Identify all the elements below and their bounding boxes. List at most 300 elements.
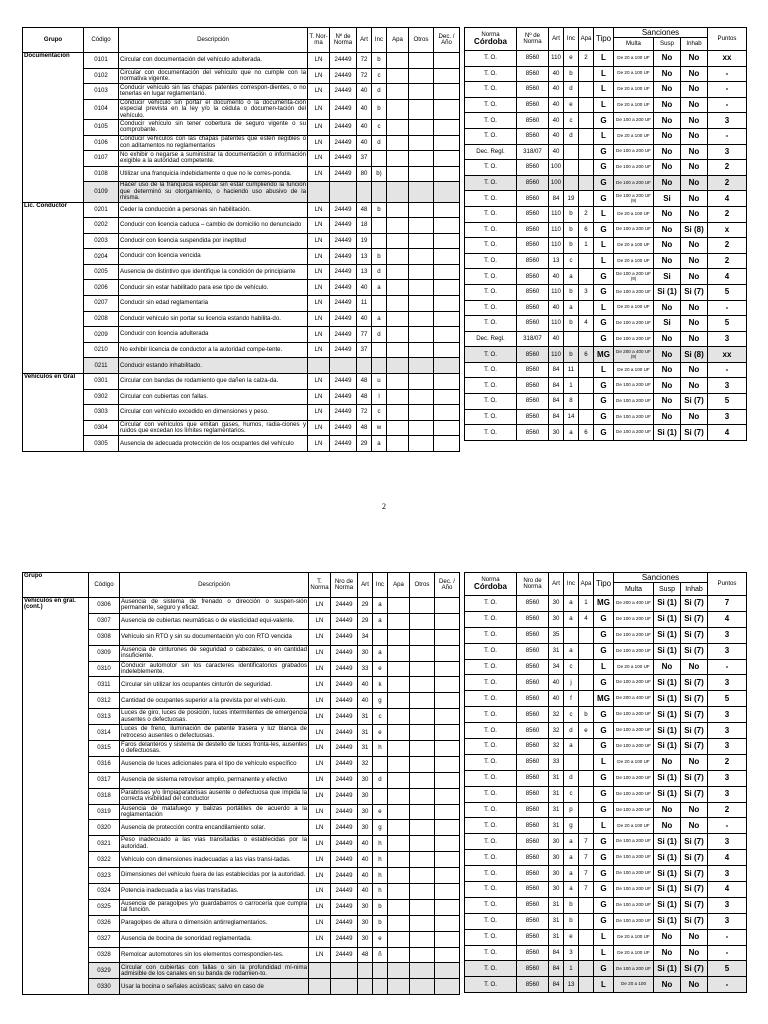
description-cell: Ausencia de sistema retrovisor amplio, permanente y efectivo <box>120 772 309 788</box>
decree-cell <box>435 661 460 677</box>
group-name: Vehículos en Gral <box>23 374 84 452</box>
decree-cell <box>435 598 460 614</box>
subsection-cell <box>372 218 387 234</box>
norm-number-cell: 8560 <box>517 723 549 739</box>
disqualification-cell: Si (7) <box>681 596 708 612</box>
points-cell: 3 <box>708 707 747 723</box>
article-cell: 31 <box>549 818 564 834</box>
paragraph-cell: 2 <box>579 51 594 67</box>
fine-cell: De 100 a 200 UF <box>614 144 654 160</box>
paragraph-cell <box>579 961 594 977</box>
cordoba-norm-cell: T. O. <box>465 739 517 755</box>
subsection-cell: b <box>564 913 579 929</box>
norm-number-cell: 24449 <box>330 311 357 327</box>
description-cell: Circular con bandas de rodamiento que dañen la calza-da. <box>119 374 308 390</box>
others-cell <box>409 166 434 182</box>
table-row <box>23 661 460 677</box>
points-cell: 3 <box>708 113 747 129</box>
cordoba-norm-cell: T. O. <box>465 97 517 113</box>
type-cell: G <box>594 723 614 739</box>
type-cell: L <box>594 51 614 67</box>
type-cell: G <box>594 191 614 207</box>
table-row <box>23 693 460 709</box>
cordoba-norm-cell: T. O. <box>465 691 517 707</box>
fine-cell: De 20 a 100 UF <box>614 206 654 222</box>
table-row <box>23 836 460 852</box>
subsection-cell: a <box>372 436 387 452</box>
points-cell: 3 <box>708 834 747 850</box>
header-apa-r2: Apa <box>579 573 594 596</box>
article-cell: 40 <box>357 119 372 135</box>
table-row <box>23 151 460 167</box>
disqualification-cell: Si (8) <box>681 347 708 363</box>
disqualification-cell: No <box>681 316 708 332</box>
suspension-cell: No <box>654 51 681 67</box>
cordoba-norm-cell: T. O. <box>465 945 517 961</box>
fine-cell: De 100 a 200 UF <box>614 723 654 739</box>
paragraph-cell: 1 <box>579 238 594 254</box>
table1-left-header <box>23 28 460 53</box>
decree-cell <box>435 868 460 884</box>
subsection-cell: c <box>564 786 579 802</box>
decree-cell <box>435 741 460 757</box>
description-cell: No exhibir o negarse a suministrar la documentación o información exigible a la autoridad competente. <box>120 151 306 165</box>
article-cell: 40 <box>549 144 564 160</box>
others-cell <box>409 99 434 119</box>
cordoba-norm-cell: T. O. <box>465 802 517 818</box>
decree-cell <box>435 645 460 661</box>
norm-number-cell: 24449 <box>331 677 358 693</box>
subsection-cell <box>564 627 579 643</box>
others-cell <box>410 709 435 725</box>
paragraph-cell <box>387 84 409 100</box>
subsection-cell: d <box>564 723 579 739</box>
description-cell: No exhibir licencia de conductor a la autoridad compe-tente. <box>119 342 308 358</box>
header-inc-r: Inc <box>564 28 579 51</box>
norm-type-cell: LN <box>309 741 331 757</box>
subsection-cell: g <box>564 818 579 834</box>
subsection-cell <box>373 788 388 804</box>
decree-cell <box>434 218 460 234</box>
article-cell: 30 <box>358 804 373 820</box>
fine-cell: De 100 a 200 UF (9) <box>614 191 654 207</box>
fine-cell: De 100 a 200 UF <box>614 611 654 627</box>
table-row <box>465 659 747 675</box>
others-cell <box>410 788 435 804</box>
disqualification-cell: Si (7) <box>681 866 708 882</box>
cordoba-norm-cell: T. O. <box>465 659 517 675</box>
norm-number-cell: 8560 <box>517 284 549 300</box>
table2-right-body <box>465 596 747 993</box>
article-cell: 11 <box>357 296 372 312</box>
cordoba-norm-cell: T. O. <box>465 754 517 770</box>
description-cell: Hacer uso de la franquicia especial sin estar cumpliendo la función que determinó su otorgamiento, o haciendo uso abusivo de la misma. <box>120 181 306 202</box>
article-cell: 33 <box>549 754 564 770</box>
suspension-cell: No <box>654 929 681 945</box>
decree-cell <box>434 99 460 119</box>
norm-number-cell: 24449 <box>331 629 358 645</box>
description-cell: Faros delanteros y sistema de destello de luces fronta-les, ausentes o defectuosas. <box>121 741 307 755</box>
code-cell: 0206 <box>84 280 119 296</box>
paragraph-cell <box>579 675 594 691</box>
cordoba-norm-cell: T. O. <box>465 316 517 332</box>
article-cell: 48 <box>357 389 372 405</box>
article-cell: 40 <box>549 269 564 285</box>
disqualification-cell: No <box>681 378 708 394</box>
header-descripcion-2: Descripción <box>120 573 309 598</box>
norm-number-cell: 24449 <box>331 788 358 804</box>
points-cell: 3 <box>708 643 747 659</box>
others-cell <box>410 931 435 947</box>
others-cell <box>409 53 434 69</box>
suspension-cell: Si (1) <box>654 739 681 755</box>
paragraph-cell: 1 <box>579 596 594 612</box>
article-cell: 29 <box>358 613 373 629</box>
description-cell: Circular con cubiertas con fallas. <box>119 389 308 405</box>
paragraph-cell <box>388 979 410 995</box>
paragraph-cell <box>387 405 409 421</box>
decree-cell <box>435 677 460 693</box>
subsection-cell: b <box>564 238 579 254</box>
norm-type-cell: LN <box>308 436 330 452</box>
norm-type-cell: LN <box>309 820 331 836</box>
code-cell: 0210 <box>84 342 119 358</box>
points-cell: 3 <box>708 786 747 802</box>
table-row <box>465 425 747 441</box>
suspension-cell: No <box>654 394 681 410</box>
decree-cell <box>435 709 460 725</box>
suspension-cell: Si (1) <box>654 723 681 739</box>
paragraph-cell <box>387 374 409 390</box>
suspension-cell: No <box>654 945 681 961</box>
code-cell: 0328 <box>89 947 120 963</box>
table-row <box>23 249 460 265</box>
decree-cell <box>434 68 460 84</box>
cordoba-norm-cell: T. O. <box>465 206 517 222</box>
article-cell: 18 <box>357 218 372 234</box>
norm-number-cell: 24449 <box>331 645 358 661</box>
subsection-cell: h <box>373 868 388 884</box>
fine-cell: De 100 a 200 UF <box>614 378 654 394</box>
subsection-cell: w <box>372 420 387 436</box>
disqualification-cell: Si (7) <box>681 425 708 441</box>
paragraph-cell <box>388 741 410 757</box>
code-cell: 0320 <box>89 820 120 836</box>
subsection-cell <box>372 182 387 202</box>
header-tipo-2: Tipo <box>594 573 614 596</box>
paragraph-cell: 4 <box>579 611 594 627</box>
subsection-cell: k <box>373 677 388 693</box>
norm-number-cell: 8560 <box>517 66 549 82</box>
article-cell: 48 <box>357 374 372 390</box>
norm-number-cell: 8560 <box>517 818 549 834</box>
article-cell: 32 <box>549 739 564 755</box>
suspension-cell: Si (1) <box>654 284 681 300</box>
norm-type-cell: LN <box>308 53 330 69</box>
type-cell: G <box>594 913 614 929</box>
table-row <box>465 596 747 612</box>
disqualification-cell: Si (7) <box>681 627 708 643</box>
fine-cell: De 200 a 400 UF <box>614 691 654 707</box>
table-row <box>465 850 747 866</box>
description-cell: Conducir automotor sin los caracteres identificatorios grabados indeleblemente. <box>121 661 307 675</box>
article-cell: 30 <box>549 866 564 882</box>
decree-cell <box>434 296 460 312</box>
norm-number-cell: 8560 <box>517 300 549 316</box>
table-row <box>23 358 460 374</box>
article-cell: 30 <box>549 850 564 866</box>
code-cell: 0208 <box>84 311 119 327</box>
paragraph-cell <box>579 977 594 993</box>
table-row <box>23 645 460 661</box>
disqualification-cell: Si (7) <box>681 834 708 850</box>
subsection-cell: c <box>564 253 579 269</box>
paragraph-cell <box>579 659 594 675</box>
norm-type-cell <box>308 358 330 374</box>
table-row <box>23 264 460 280</box>
article-cell: 40 <box>549 331 564 347</box>
code-cell: 0302 <box>84 389 119 405</box>
others-cell <box>409 119 434 135</box>
description-cell: Conducir vehículo sin portar su licencia estando habilita-do. <box>119 311 308 327</box>
article-cell: 40 <box>549 691 564 707</box>
header-otros: Otros <box>409 28 434 53</box>
decree-cell <box>434 151 460 167</box>
table-row <box>465 253 747 269</box>
table-row <box>465 929 747 945</box>
table-row <box>23 629 460 645</box>
norm-number-cell: 24449 <box>330 53 357 69</box>
table-row <box>23 311 460 327</box>
points-cell: x <box>708 222 747 238</box>
subsection-cell: c <box>372 405 387 421</box>
article-cell: 40 <box>357 311 372 327</box>
fine-cell: De 100 a 200 UF <box>614 739 654 755</box>
type-cell: G <box>594 961 614 977</box>
header-dec-2: Dec. / Año <box>435 573 460 598</box>
subsection-cell: 1 <box>564 961 579 977</box>
type-cell: G <box>594 897 614 913</box>
header-norma: Norma <box>481 30 500 38</box>
norm-number-cell: 24449 <box>330 135 357 151</box>
decree-cell <box>435 931 460 947</box>
disqualification-cell: No <box>681 300 708 316</box>
article-cell: 40 <box>549 300 564 316</box>
type-cell: G <box>594 675 614 691</box>
header-ndenorma-r2: Nro de Norma <box>517 573 549 596</box>
norm-type-cell: LN <box>308 99 330 119</box>
subsection-cell: 14 <box>564 409 579 425</box>
table-row <box>465 394 747 410</box>
paragraph-cell: 7 <box>579 882 594 898</box>
norm-type-cell: LN <box>309 677 331 693</box>
subsection-cell: 13 <box>564 977 579 993</box>
paragraph-cell <box>388 629 410 645</box>
article-cell: 40 <box>549 113 564 129</box>
disqualification-cell: Si (7) <box>681 394 708 410</box>
norm-number-cell: 8560 <box>517 316 549 332</box>
suspension-cell: Si <box>654 316 681 332</box>
article-cell: 40 <box>358 677 373 693</box>
subsection-cell: ñ <box>373 947 388 963</box>
disqualification-cell: No <box>681 362 708 378</box>
type-cell: L <box>594 754 614 770</box>
article-cell: 35 <box>549 627 564 643</box>
cordoba-norm-cell: T. O. <box>465 394 517 410</box>
disqualification-cell: No <box>681 82 708 98</box>
paragraph-cell <box>388 820 410 836</box>
paragraph-cell: b <box>579 707 594 723</box>
norm-number-cell: 8560 <box>517 82 549 98</box>
cordoba-norm-cell: T. O. <box>465 770 517 786</box>
others-cell <box>409 327 434 343</box>
fine-cell: De 100 a 200 UF <box>614 222 654 238</box>
article-cell: 110 <box>549 347 564 363</box>
header-descripcion: Descripción <box>119 28 308 53</box>
paragraph-cell <box>579 66 594 82</box>
norm-type-cell: LN <box>309 852 331 868</box>
table-row <box>23 756 460 772</box>
disqualification-cell: Si (7) <box>681 882 708 898</box>
table-row <box>23 613 460 629</box>
subsection-cell: a <box>373 613 388 629</box>
article-cell: 31 <box>549 913 564 929</box>
code-cell: 0323 <box>89 868 120 884</box>
others-cell <box>409 436 434 452</box>
article-cell: 31 <box>549 786 564 802</box>
article-cell: 30 <box>549 596 564 612</box>
suspension-cell: Si (1) <box>654 834 681 850</box>
fine-cell: De 20 a 100 UF <box>614 238 654 254</box>
paragraph-cell <box>579 394 594 410</box>
norm-type-cell: LN <box>308 405 330 421</box>
others-cell <box>410 804 435 820</box>
table-row <box>465 802 747 818</box>
paragraph-cell <box>388 931 410 947</box>
fine-cell: De 200 a 400 UF <box>614 596 654 612</box>
norm-number-cell: 8560 <box>517 128 549 144</box>
points-cell: 3 <box>708 627 747 643</box>
table2-right <box>464 572 747 993</box>
cordoba-norm-cell: T. O. <box>465 300 517 316</box>
description-cell: Ausencia de sistema de frenado o dirección o suspen-sión permanente, seguro y eficaz. <box>121 598 307 612</box>
paragraph-cell <box>388 884 410 900</box>
subsection-cell: b <box>372 249 387 265</box>
code-cell: 0326 <box>89 915 120 931</box>
code-cell: 0310 <box>89 661 120 677</box>
paragraph-cell: 6 <box>579 222 594 238</box>
norm-type-cell: LN <box>309 756 331 772</box>
paragraph-cell <box>579 175 594 191</box>
header-ndenorma-r: Nº de Norma <box>517 28 549 51</box>
description-cell: Ausencia de luces adicionales para el tipo de vehículo específico <box>120 756 309 772</box>
cordoba-norm-cell: T. O. <box>465 834 517 850</box>
article-cell: 84 <box>549 191 564 207</box>
code-cell: 0322 <box>89 852 120 868</box>
subsection-cell <box>564 144 579 160</box>
decree-cell <box>434 436 460 452</box>
disqualification-cell: No <box>681 238 708 254</box>
table1-right <box>464 27 747 441</box>
header-art: Art <box>357 28 372 53</box>
type-cell: G <box>594 627 614 643</box>
paragraph-cell <box>579 82 594 98</box>
norm-type-cell: LN <box>309 899 331 915</box>
header-puntos: Puntos <box>708 28 747 51</box>
suspension-cell: Si (1) <box>654 913 681 929</box>
disqualification-cell: Si (7) <box>681 643 708 659</box>
paragraph-cell <box>388 868 410 884</box>
paragraph-cell <box>388 915 410 931</box>
subsection-cell <box>372 342 387 358</box>
cordoba-norm-cell: T. O. <box>465 269 517 285</box>
cordoba-norm-cell: T. O. <box>465 723 517 739</box>
decree-cell <box>434 135 460 151</box>
fine-cell: De 20 a 100 UF <box>614 659 654 675</box>
code-cell: 0312 <box>89 693 120 709</box>
subsection-cell: g <box>373 820 388 836</box>
disqualification-cell: No <box>681 113 708 129</box>
header-inhab: Inhab <box>681 38 708 51</box>
article-cell: 40 <box>549 675 564 691</box>
paragraph-cell <box>579 160 594 176</box>
type-cell: G <box>594 378 614 394</box>
article-cell: 84 <box>549 977 564 993</box>
others-cell <box>409 135 434 151</box>
subsection-cell <box>564 331 579 347</box>
code-cell: 0102 <box>84 68 119 84</box>
paragraph-cell <box>388 788 410 804</box>
code-cell: 0209 <box>84 327 119 343</box>
article-cell: 31 <box>549 643 564 659</box>
others-cell <box>410 598 435 614</box>
cordoba-norm-cell: T. O. <box>465 882 517 898</box>
subsection-cell: c <box>372 68 387 84</box>
subsection-cell: e <box>564 929 579 945</box>
cordoba-norm-cell: T. O. <box>465 913 517 929</box>
subsection-cell: h <box>373 741 388 757</box>
others-cell <box>410 979 435 995</box>
points-cell: 2 <box>708 754 747 770</box>
table-row <box>23 852 460 868</box>
subsection-cell: a <box>564 643 579 659</box>
table-row <box>465 945 747 961</box>
disqualification-cell: No <box>681 144 708 160</box>
paragraph-cell <box>387 182 409 202</box>
fine-cell: De 100 a 200 UF <box>614 113 654 129</box>
decree-cell <box>434 374 460 390</box>
table-row <box>465 691 747 707</box>
paragraph-cell <box>387 280 409 296</box>
norm-type-cell: LN <box>308 119 330 135</box>
disqualification-cell: Si (7) <box>681 691 708 707</box>
suspension-cell: Si (1) <box>654 866 681 882</box>
cordoba-norm-cell: T. O. <box>465 284 517 300</box>
decree-cell <box>434 84 460 100</box>
article-cell: 30 <box>358 931 373 947</box>
subsection-cell: d <box>564 82 579 98</box>
cordoba-norm-cell: T. O. <box>465 897 517 913</box>
fine-cell: De 100 a 200 UF <box>614 675 654 691</box>
table2-right-header-top <box>465 573 747 583</box>
cordoba-norm-cell: T. O. <box>465 611 517 627</box>
norm-number-cell: 8560 <box>517 961 549 977</box>
table1-left <box>22 27 460 452</box>
norm-number-cell: 8560 <box>517 929 549 945</box>
type-cell: G <box>594 643 614 659</box>
subsection-cell: p <box>564 802 579 818</box>
others-cell <box>409 68 434 84</box>
